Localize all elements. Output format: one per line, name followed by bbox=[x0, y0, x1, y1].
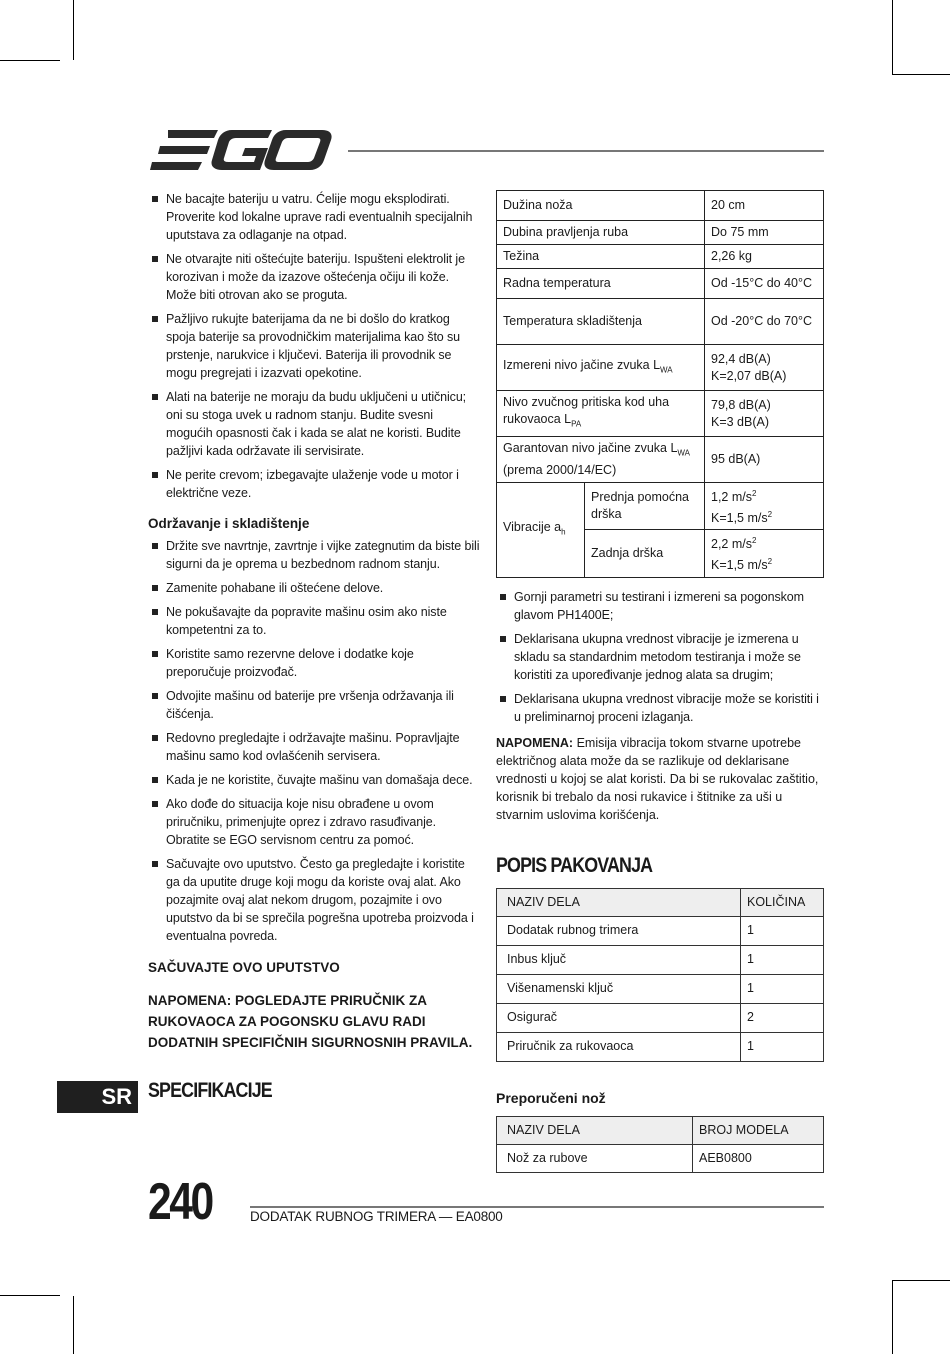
list-item: Kada je ne koristite, čuvajte mašinu van domašaja dece. bbox=[148, 771, 480, 789]
spec-value-line: K=3 dB(A) bbox=[711, 414, 770, 429]
crop-mark bbox=[892, 0, 893, 75]
list-item: Deklarisana ukupna vrednost vibracije je izmerena u skladu sa standardnim metodom testiranja i može se koristiti za upoređivanje jednog alata sa drugim; bbox=[496, 630, 824, 684]
table-row bbox=[497, 345, 824, 391]
vibration-note bbox=[496, 734, 824, 824]
table-row bbox=[497, 299, 824, 345]
part-qty: 2 bbox=[741, 1003, 824, 1032]
list-item: Koristite samo rezervne delove i dodatke koje preporučuje proizvođač. bbox=[148, 645, 480, 681]
list-item: Redovno pregledajte i održavajte mašinu. Popravljajte mašinu samo kod ovlašćenih servisera. bbox=[148, 729, 480, 765]
value-text: 2,2 m/s bbox=[711, 537, 752, 552]
packing-table bbox=[496, 888, 824, 1062]
spec-value-line: 92,4 dB(A) bbox=[711, 351, 771, 366]
maintenance-bullets bbox=[148, 537, 480, 945]
crop-mark bbox=[73, 0, 74, 60]
save-instructions: SAČUVAJTE OVO UPUTSTVO bbox=[148, 960, 340, 975]
subscript: WA bbox=[677, 448, 691, 458]
spec-label bbox=[497, 437, 705, 483]
spec-value: 20 cm bbox=[705, 191, 824, 221]
list-item: Ne pokušavajte da popravite mašinu osim ako niste kompetentni za to. bbox=[148, 603, 480, 639]
footer-title: DODATAK RUBNOG TRIMERA — EA0800 bbox=[250, 1209, 503, 1224]
table-header-row bbox=[497, 888, 824, 916]
part-name: Osigurač bbox=[497, 1003, 741, 1032]
spec-value: Do 75 mm bbox=[705, 221, 824, 245]
spec-value bbox=[705, 391, 824, 437]
value-text: K=1,5 m/s bbox=[711, 558, 768, 573]
safety-note: NAPOMENA: POGLEDAJTE PRIRUČNIK ZA RUKOVAOCA ZA POGONSKU GLAVU RADI DODATNIH SPECIFIČNIH SIGURNOSNIH PRAVILA. bbox=[148, 993, 473, 1050]
table-row bbox=[497, 391, 824, 437]
spec-value: Od -20°C do 70°C bbox=[705, 299, 824, 345]
spec-value-line bbox=[711, 485, 817, 506]
spec-label-text: Izmereni nivo jačine zvuka L bbox=[503, 357, 661, 372]
footer-rule bbox=[250, 1206, 824, 1208]
table-row bbox=[497, 245, 824, 269]
spec-value-line: 79,8 dB(A) bbox=[711, 397, 771, 412]
spec-value bbox=[705, 345, 824, 391]
spec-label: Radna temperatura bbox=[497, 269, 705, 299]
spec-sublabel: Prednja pomoćna drška bbox=[585, 483, 705, 530]
list-item: Alati na baterije ne moraju da budu uključeni u utičnicu; oni su stoga uvek u radnom stanju. Budite svesni mogućih opasnosti čak i kada se alat ne koristi. Budite pažljivi kada održavate ili servisirate. bbox=[148, 388, 480, 460]
spec-value bbox=[705, 483, 824, 530]
spec-value-line: K=2,07 dB(A) bbox=[711, 368, 787, 383]
list-item: Ne perite crevom; izbegavajte ulaženje vode u motor i električne veze. bbox=[148, 466, 480, 502]
packing-heading: POPIS PAKOVANJA bbox=[496, 853, 653, 877]
maintenance-heading: Održavanje i skladištenje bbox=[148, 516, 310, 531]
part-name: Višenamenski ključ bbox=[497, 974, 741, 1003]
table-row bbox=[497, 945, 824, 974]
part-qty: 1 bbox=[741, 1032, 824, 1061]
crop-mark bbox=[892, 1280, 893, 1354]
spec-value: 95 dB(A) bbox=[705, 437, 824, 483]
spec-label-text: Garantovan nivo jačine zvuka L bbox=[503, 441, 678, 456]
table-header-row bbox=[497, 1116, 824, 1144]
list-item: Ako dođe do situacija koje nisu obrađene u ovom priručniku, primenjujte oprez i zdravo rasuđivanje. Obratite se EGO servisnom centru za pomoć. bbox=[148, 795, 480, 849]
spec-label: Dužina noža bbox=[497, 191, 705, 221]
column-header: KOLIČINA bbox=[741, 888, 824, 916]
spec-value: Od -15°C do 40°C bbox=[705, 269, 824, 299]
list-item: Pažljivo rukujte baterijama da ne bi došlo do kratkog spoja baterije sa provodničkim materijalima kao što su prstenje, narukvice i ključevi. Baterija ili provodnik se mogu pregrejati i izazvati opekotine. bbox=[148, 310, 480, 382]
part-name: Priručnik za rukovaoca bbox=[497, 1032, 741, 1061]
list-item: Ne bacajte bateriju u vatru. Ćelije mogu eksplodirati. Proverite kod lokalne uprave radi eventualnih specijalnih uputstava za odlaganje na otpad. bbox=[148, 190, 480, 244]
crop-mark bbox=[892, 1280, 950, 1281]
spec-sublabel: Zadnja drška bbox=[585, 530, 705, 577]
superscript: 2 bbox=[752, 536, 757, 546]
table-row bbox=[497, 974, 824, 1003]
list-item: Držite sve navrtnje, zavrtnje i vijke zategnutim da biste bili sigurni da je oprema u bezbednom radnom stanju. bbox=[148, 537, 480, 573]
spec-label: Težina bbox=[497, 245, 705, 269]
crop-mark bbox=[892, 74, 950, 75]
column-header: BROJ MODELA bbox=[693, 1116, 824, 1144]
header-rule bbox=[348, 150, 824, 152]
note-text: Emisija vibracija tokom stvarne upotrebe električnog alata može da se razlikuje od deklarisane vrednosti u kojoj se alat koristi. Da bi se rukovalac zaštitio, korisnik bi trebalo da nosi rukavice i štitnike za uši u stvarnim uslovima korišćenja. bbox=[496, 735, 819, 822]
part-name: Dodatak rubnog trimera bbox=[497, 916, 741, 945]
spec-label bbox=[497, 391, 705, 437]
right-column bbox=[496, 190, 824, 1173]
subscript: WA bbox=[660, 365, 673, 375]
spec-heading: SPECIFIKACIJE bbox=[148, 1079, 272, 1102]
part-qty: 1 bbox=[741, 945, 824, 974]
value-text: 1,2 m/s bbox=[711, 490, 752, 505]
language-tab: SR bbox=[57, 1081, 138, 1113]
list-item: Odvojite mašinu od baterije pre vršenja održavanja ili čišćenja. bbox=[148, 687, 480, 723]
part-name: Inbus ključ bbox=[497, 945, 741, 974]
blade-heading: Preporučeni nož bbox=[496, 1089, 606, 1106]
spec-label: Dubina pravljenja ruba bbox=[497, 221, 705, 245]
spec-table bbox=[496, 190, 824, 578]
part-qty: 1 bbox=[741, 916, 824, 945]
table-row bbox=[497, 437, 824, 483]
spec-label-text: Vibracije a bbox=[503, 520, 562, 535]
table-row bbox=[497, 269, 824, 299]
table-row bbox=[497, 483, 824, 530]
safety-bullets bbox=[148, 190, 480, 502]
superscript: 2 bbox=[767, 510, 773, 520]
table-row bbox=[497, 221, 824, 245]
column-header: NAZIV DELA bbox=[497, 888, 741, 916]
ego-logo-icon bbox=[150, 128, 332, 172]
table-row bbox=[497, 1032, 824, 1061]
spec-value-line bbox=[711, 553, 817, 574]
left-column bbox=[148, 190, 480, 1103]
subscript: PA bbox=[571, 419, 582, 429]
crop-mark bbox=[73, 1296, 74, 1354]
list-item: Sačuvajte ovo uputstvo. Često ga pregledajte i koristite ga da uputite druge koji mogu da koriste ovaj alat. Ako pozajmite ovaj alat nekom drugom, pozajmite i ovo uputstvo da bi se sprečila pogrešna upotreba proizvoda i eventualna povreda. bbox=[148, 855, 480, 945]
model-number: AEB0800 bbox=[693, 1144, 824, 1172]
blade-table bbox=[496, 1116, 824, 1173]
list-item: Zamenite pohabane ili oštećene delove. bbox=[148, 579, 480, 597]
table-row bbox=[497, 1144, 824, 1172]
crop-mark bbox=[0, 1295, 60, 1296]
spec-value-line bbox=[711, 506, 817, 527]
page-number: 240 bbox=[148, 1173, 212, 1231]
superscript: 2 bbox=[752, 489, 757, 498]
list-item: Deklarisana ukupna vrednost vibracije može se koristiti i u preliminarnoj proceni izlaganja. bbox=[496, 690, 824, 726]
list-item: Ne otvarajte niti oštećujte bateriju. Ispušteni elektrolit je korozivan i može da izazove oštećenja očiju ili kože. Može biti otrovan ako se proguta. bbox=[148, 250, 480, 304]
column-header: NAZIV DELA bbox=[497, 1116, 693, 1144]
subscript: h bbox=[561, 527, 566, 537]
list-item: Gornji parametri su testirani i izmereni sa pogonskom glavom PH1400E; bbox=[496, 588, 824, 624]
note-label: NAPOMENA: bbox=[496, 735, 574, 750]
spec-label bbox=[497, 483, 585, 578]
table-row bbox=[497, 191, 824, 221]
spec-label-text: (prema 2000/14/EC) bbox=[503, 462, 617, 477]
spec-notes bbox=[496, 588, 824, 726]
value-text: K=1,5 m/s bbox=[711, 511, 768, 526]
part-qty: 1 bbox=[741, 974, 824, 1003]
crop-mark bbox=[0, 60, 60, 61]
spec-value: 2,26 kg bbox=[705, 245, 824, 269]
spec-label: Temperatura skladištenja bbox=[497, 299, 705, 345]
spec-value-line bbox=[711, 532, 817, 553]
part-name: Nož za rubove bbox=[497, 1144, 693, 1172]
spec-label bbox=[497, 345, 705, 391]
spec-label-text: Nivo zvučnog pritiska kod uha rukovaoca L bbox=[503, 395, 670, 427]
table-row bbox=[497, 1003, 824, 1032]
table-row bbox=[497, 916, 824, 945]
superscript: 2 bbox=[767, 557, 773, 567]
spec-value bbox=[705, 530, 824, 577]
